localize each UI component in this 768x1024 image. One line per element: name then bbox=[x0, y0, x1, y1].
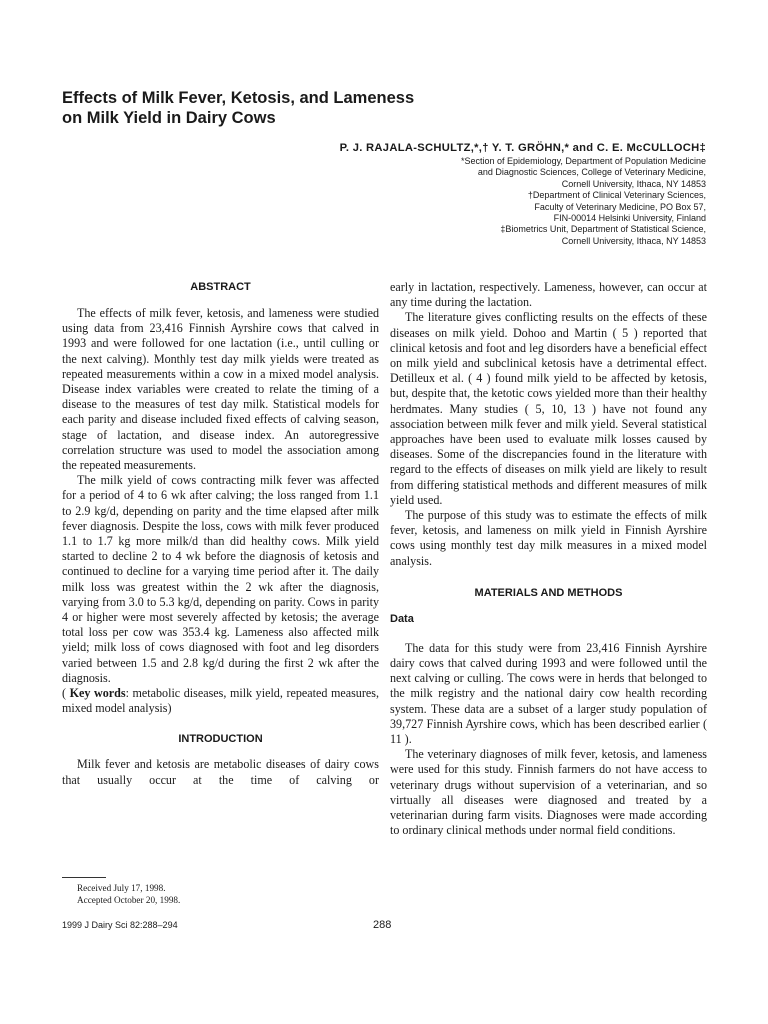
affiliation-line: ‡Biometrics Unit, Department of Statistical Science, bbox=[500, 224, 706, 235]
title-line-1: Effects of Milk Fever, Ketosis, and Lameness bbox=[62, 89, 415, 107]
affiliation-line: FIN-00014 Helsinki University, Finland bbox=[553, 213, 706, 224]
left-column bbox=[62, 280, 379, 788]
title-line-2: on Milk Yield in Dairy Cows bbox=[62, 109, 276, 127]
accepted-date: Accepted October 20, 1998. bbox=[77, 895, 181, 905]
introduction-paragraph-start: Milk fever and ketosis are metabolic diseases of dairy cows that usually occur at the time of calving or bbox=[62, 757, 379, 787]
affiliation-line: *Section of Epidemiology, Department of Population Medicine bbox=[461, 156, 706, 166]
data-subheading: Data bbox=[390, 612, 414, 625]
footnote-rule bbox=[62, 877, 106, 878]
introduction-paragraph: The purpose of this study was to estimate the effects of milk fever, ketosis, and lameness on milk yield in Finnish Ayrshire cows using monthly test day milk measures in a mixed model analysis. bbox=[390, 508, 707, 568]
footnotes bbox=[77, 882, 180, 906]
page-number: 288 bbox=[373, 919, 392, 931]
introduction-paragraph: The literature gives conflicting results on the effects of these diseases on milk yield. Dohoo and Martin ( 5 ) reported that clinical ketosis and foot and leg disorders have a beneficial effect on milk yield and subclinical ketosis have a detrimental effect. Detilleux et al. ( 4 ) found milk yield to be affected by ketosis, but, despite that, the ketotic cows yielded more than their healthy herdmates. Many studies ( 5, 10, 13 ) have not found any association between milk fever and milk yield. Several statistical approaches have been used to evaluate milk losses caused by diseases. Some of the discrepancies found in the literature with regard to the effects of diseases on milk yield are likely to result from differing statistical methods and different measures of milk yield used. bbox=[390, 310, 707, 507]
abstract-heading: ABSTRACT bbox=[190, 281, 251, 293]
methods-heading: MATERIALS AND METHODS bbox=[474, 586, 623, 599]
keywords-label: Key words bbox=[69, 686, 126, 701]
author-list: P. J. RAJALA-SCHULTZ,*,† Y. T. GRÖHN,* and C. E. McCULLOCH‡ bbox=[339, 142, 706, 154]
introduction-paragraph-continued: early in lactation, respectively. Lameness, however, can occur at any time during the lactation. bbox=[390, 280, 707, 310]
affiliations bbox=[286, 156, 706, 247]
methods-paragraph: The veterinary diagnoses of milk fever, ketosis, and lameness were used for this study. Finnish farmers do not have access to veterinary drugs without supervision of a veterinarian, and so virtually all diseases were diagnosed and treated by a veterinarian during farm visits. Diagnoses were made according to ordinary clinical methods under normal field conditions. bbox=[390, 747, 707, 838]
received-date: Received July 17, 1998. bbox=[77, 883, 166, 893]
paper-title bbox=[62, 88, 622, 128]
keywords: ( Key words: metabolic diseases, milk yield, repeated measures, mixed model analysis) bbox=[62, 686, 379, 716]
affiliation-line: †Department of Clinical Veterinary Sciences, bbox=[527, 190, 706, 201]
affiliation-line: Faculty of Veterinary Medicine, PO Box 57, bbox=[534, 201, 706, 212]
affiliation-line: and Diagnostic Sciences, College of Veterinary Medicine, bbox=[477, 167, 706, 178]
abstract-paragraph: The milk yield of cows contracting milk fever was affected for a period of 4 to 6 wk after calving; the loss ranged from 1.1 to 2.9 kg/d, depending on parity and the time elapsed after milk fever diagnosis. Despite the loss, cows with milk fever produced 1.1 to 1.7 kg more milk/d than did healthy cows. Milk yield started to decline 2 to 4 wk before the diagnosis of ketosis and continued to decline for a varying time period after it. The daily milk loss was greatest within the 2 wk after the diagnosis, varying from 3.0 to 5.3 kg/d, depending on parity. Cows in parity 4 or higher were most severely affected by ketosis; the average total loss per cow was 353.4 kg. Lameness also affected milk yield; milk loss of cows diagnosed with foot and leg disorders varied between 1.5 and 2.8 kg/d during the first 2 wk after the diagnosis. bbox=[62, 473, 379, 685]
affiliation-line: Cornell University, Ithaca, NY 14853 bbox=[561, 178, 706, 189]
affiliation-line: Cornell University, Ithaca, NY 14853 bbox=[561, 235, 706, 246]
methods-paragraph: The data for this study were from 23,416 Finnish Ayrshire dairy cows that calved during 1993 and were followed until the next calving or culling. The cows were in herds that belonged to the milk registry and the national dairy cow health recording system. These data are a subset of a larger study population of 39,727 Finnish Ayrshire cows, which has been described earlier ( 11 ). bbox=[390, 640, 707, 747]
abstract-paragraph: The effects of milk fever, ketosis, and lameness were studied using data from 23,416 Finnish Ayrshire cows that calved in 1993 and were followed for one lactation (i.e., until culling or the next calving). Monthly test day milk yields were treated as repeated measurements within a cow in a mixed model analysis. Disease index variables were created to relate the timing of a disease to the measures of test day milk. Statistical models for each parity and disease included fixed effects of calving season, stage of lactation, and disease index. An autoregressive correlation structure was used to model the association among the repeated measurements. bbox=[62, 306, 379, 473]
right-column bbox=[390, 280, 707, 839]
introduction-heading: INTRODUCTION bbox=[178, 733, 263, 746]
journal-reference: 1999 J Dairy Sci 82:288–294 bbox=[62, 920, 178, 930]
